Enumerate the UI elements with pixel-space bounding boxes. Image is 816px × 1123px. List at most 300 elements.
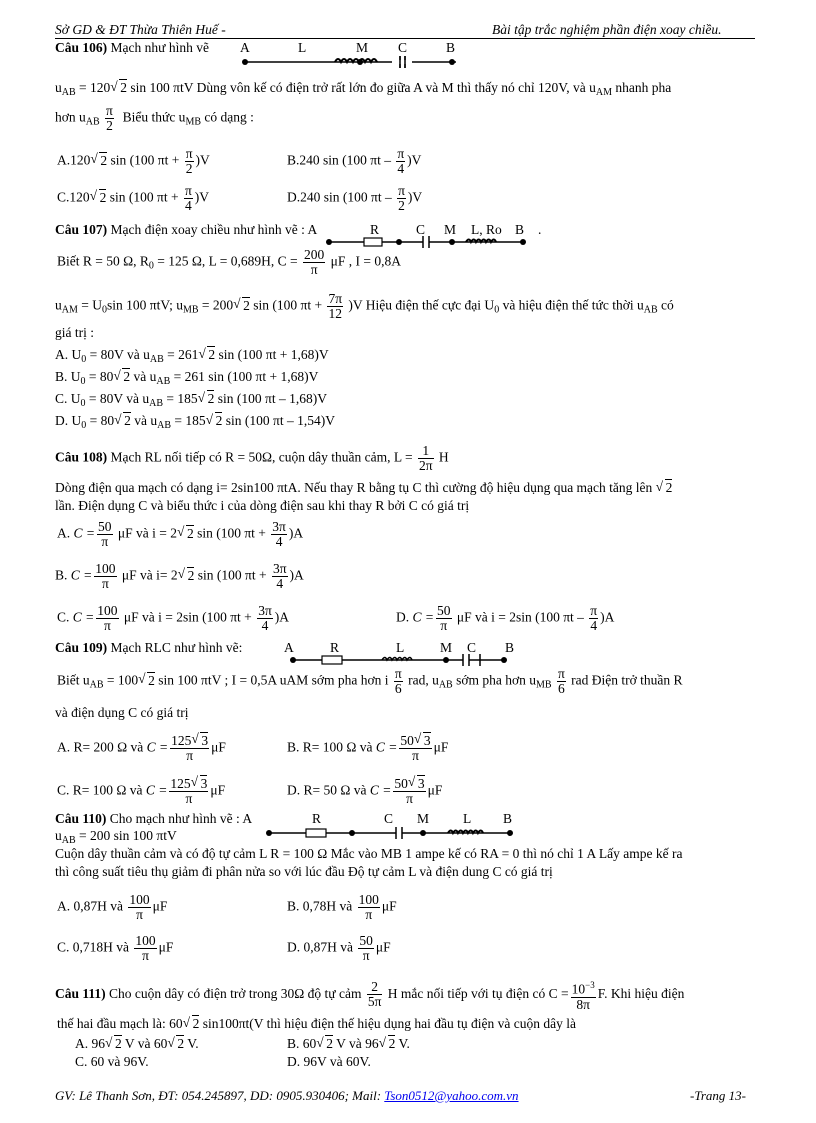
header-right: Bài tập trắc nghiệm phần điện xoay chiều. [492,22,722,37]
text: μF và i = 2sin (100 πt + [123,609,252,625]
q107-optC [55,391,327,412]
den: π [142,948,149,963]
q111-line2 [57,1016,576,1032]
q106-label: Câu 106) [55,40,108,55]
q110-label: Câu 110) [55,811,107,826]
q110-label-M: M [417,811,430,826]
q106-label-L: L [298,40,307,55]
sqrt-2: 2 √ [205,412,223,428]
q108-optA [57,520,303,549]
sub: AB [149,354,164,365]
q110-circuit-diagram [266,826,516,840]
radical-sign: √ [190,774,199,789]
q106-label-C: C [398,40,408,55]
q110-line1: Cuộn dây thuần cảm và có độ tự cảm L R = 100 Ω Mắc vào MB 1 ampe kế có RA = 0 thì nó chỉ 1 A Lấy ampe kế ra [55,846,683,861]
q111-label: Câu 111) [55,985,106,1001]
text: B. U [55,369,81,384]
frac [184,184,193,213]
q107-line: $u_{AM} = U_0\sin$ 100 πtV; $u_{MB} = 200$ 2 √ sin (100 πt + $\frac{7\pi}{12}$ )V Hiệu điện thế cực đại $U_0$ và hiệu điện thế tức thời $u_{AB}$ có [55,291,674,321]
num: 100 [129,892,150,907]
den: π [103,618,111,633]
frac [327,292,343,321]
sqrt-2: 2 √ [105,1035,122,1051]
text: = 80V và u [88,391,150,406]
radical-sign: √ [316,1035,324,1050]
q107-title [55,222,317,238]
num [399,731,431,749]
sqrt-2: 2 √ [233,295,250,313]
q106-circuit-diagram [240,55,460,69]
unit: μF [210,782,226,798]
radical-sign: √ [378,1035,387,1050]
text: sin 100 πtV ; I = 0,5A uAM sớm pha hơn i [158,672,389,688]
frac [128,893,150,922]
frac [589,604,598,633]
sub: AB [157,420,172,431]
q110-optA [57,893,167,922]
text: B. 60 [287,1036,317,1051]
sub: 0 [81,420,87,431]
frac [303,248,325,277]
text: C = [412,609,434,625]
text: )A [288,525,304,541]
num: π [398,183,405,198]
q108-line2: lần. Điện dụng C và biểu thức i của dòng điện sau khi thay R bởi C có giá trị [55,498,470,513]
q108-line1 [55,480,672,496]
num: π [590,603,598,618]
radical-sign: √ [89,187,98,203]
text: )A [289,567,304,583]
q109-optA [57,731,226,763]
den: π [136,907,143,922]
unit: μF [433,739,449,755]
q106-optA [57,147,210,176]
text: có dạng : [204,109,254,125]
text: μF , I = 0,8A [330,253,402,269]
q108-optD [396,604,614,633]
q107-line2: giá trị : [55,325,94,340]
text: hơn u [55,109,86,125]
text: sớm pha hơn u [456,672,537,688]
frac [358,893,380,922]
q107-label-B: B [515,222,525,237]
frac [170,731,209,763]
text: và hiệu điện thế tức thời u [502,297,644,313]
num: 7π [328,291,343,306]
text: C = [375,739,398,755]
text: )V [407,189,423,205]
text: V và 60 [124,1036,168,1051]
num: 50 [437,603,451,618]
text: sin (100 πt – 1,68)V [217,391,327,406]
q109-label: Câu 109) [55,640,108,655]
den: 2 [106,118,113,133]
text: F. Khi hiệu điện [597,985,685,1001]
den: 6 [394,681,402,696]
den: 4 [261,618,269,633]
n50: 50 [400,733,414,748]
sub: AB [89,679,104,691]
text: H [438,449,449,465]
radical-sign: √ [182,1015,191,1030]
text: = 261 [167,347,199,362]
sub: AB [438,679,453,691]
q110-label-R: R [312,811,322,826]
radical-sign: √ [176,523,185,539]
num: 200 [304,247,325,262]
text: = 100 [106,672,139,688]
sqrt-2: 2 √ [89,187,107,205]
text: )V [407,152,422,168]
frac [557,667,566,696]
text: Cho cuộn dây có điện trở trong 30Ω độ tự cảm [109,985,362,1001]
frac [399,731,431,763]
num: π [184,183,192,198]
den: π [412,748,419,763]
text: Biết R = 50 Ω, R [57,253,149,269]
num: 3π [272,561,287,576]
sub: 0 [494,304,500,316]
sqrt-2: 2 √ [90,150,108,168]
text: Cho mạch như hình vẽ : A [109,811,253,826]
num: 50 [359,933,373,948]
header-left: Sở GD & ĐT Thừa Thiên Huế - [55,22,226,37]
q106-title [55,40,209,56]
q109-line2: và điện dụng C có giá trị [55,705,189,720]
den: 4 [184,198,192,213]
frac [367,980,383,1009]
text: rad, u [408,672,439,688]
text: A.120 [57,152,91,168]
q111-line1 [55,978,684,1012]
text: C. U [55,391,81,406]
den: 4 [276,576,284,591]
sqrt-3: 3 √ [413,731,431,748]
sqrt-2: 2 √ [655,479,673,495]
radical-sign: √ [114,412,122,427]
q106-optB [287,147,421,176]
text: D. [396,609,410,625]
text: A. [57,525,71,541]
text: sin 100 πtV Dùng vôn kế có điện trở rất lớn đo giữa A và M thì thấy nó chỉ 120V, và u [130,80,596,95]
q111-optD: D. 96V và 60V. [287,1054,371,1069]
text: = 185 [166,391,198,406]
text: sin (100 πt + [197,567,267,583]
text: )V [194,189,210,205]
text: Mạch RLC như hình vẽ: [110,640,243,655]
den: π [365,907,373,922]
text: )A [274,609,290,625]
unit: μF [211,739,226,755]
q110-u: $u_{AB} = 200$ sin 100 πtV [55,828,177,846]
den: π [362,948,370,963]
sub: AB [85,116,100,128]
text: C. R= 100 Ω và [57,782,143,798]
q110-optC [57,934,173,963]
text: D. 0,87H và [287,939,353,955]
frac [436,604,452,633]
text: )V Hiệu điện thế cực đại U [348,297,495,313]
num: 100 [97,603,118,618]
q108-title [55,444,449,473]
text: H mắc nối tiếp với tụ điện có C = [387,985,569,1001]
radical-sign: √ [413,731,422,746]
text: C. [57,609,70,625]
num: π [106,103,113,118]
n125: 125 [170,776,191,791]
q107-optB [55,369,318,390]
text: μF và i= 2 [121,567,178,583]
q111-optA [75,1036,199,1052]
sqrt-3: 3 √ [407,774,425,791]
q106-line2 [55,104,254,133]
den: 4 [590,618,598,633]
den: π [101,534,109,549]
frac [169,774,208,806]
n125: 125 [171,733,192,748]
q109-label-A: A [284,640,294,655]
frac [394,667,403,696]
radical-sign: √ [167,1035,175,1050]
q106-label-B: B [446,40,456,55]
sub: 0 [102,304,107,316]
num: 2 [367,980,383,995]
sub: MB [182,304,199,316]
text: = 80V và u [89,347,150,362]
den: 6 [557,681,565,696]
sqrt-2: 2 √ [177,565,195,583]
text: C = [70,567,93,583]
text: B.240 sin (100 πt – [287,152,391,168]
text: D. R= 50 Ω và [287,782,367,798]
sqrt-2: 2 √ [316,1035,334,1051]
den: π [186,748,194,763]
den: π [440,618,448,633]
sqrt-2: 2 √ [198,346,216,362]
text: sin (100 πt + 1,68)V [218,347,329,362]
text: sin100πt(V thì hiệu điện thế hiệu dụng hai đầu tụ điện và cuộn dây là [202,1016,576,1031]
q108-label: Câu 108) [55,449,108,465]
radical-sign: √ [233,295,241,311]
q107-label-LRo: L, Ro [471,222,502,237]
text: A. 96 [75,1036,105,1051]
q107-label-R: R [370,222,380,237]
text: C = [369,782,392,798]
sub: 0 [80,376,86,387]
q109-optB [287,731,449,763]
text: thế hai đầu mạch là: 60 [57,1016,183,1031]
den: 2 [398,198,405,213]
text: C = [72,609,95,625]
text: B. 0,78H và [287,898,353,914]
sqrt-2: 2 √ [114,412,131,428]
frac [393,774,425,806]
text: = 80 [88,369,114,384]
den: π [406,791,413,806]
sqrt-2: 2 √ [138,670,155,688]
q110-label-C: C [384,811,394,826]
radical-sign: √ [198,346,206,361]
radical-sign: √ [205,412,214,427]
radical-sign: √ [105,1035,113,1050]
text: Biết u [57,672,90,688]
num: 100 [358,892,379,907]
q106-label-A: A [240,40,250,55]
q106-title-text: Mạch như hình vẽ [110,40,209,55]
num: 100 [135,933,156,948]
q107-dot: . [538,222,542,237]
q106-optD [287,184,422,213]
text: Dòng điện qua mạch có dạng i= 2sin100 πtA. Nếu thay R bằng tụ C thì cường độ hiệu dụng qua mạch tăng lên [55,480,653,495]
footer-email-link[interactable]: Tson0512@yahoo.com.vn [384,1088,519,1103]
text: C.120 [57,189,90,205]
sub: AB [643,304,658,316]
text: = 200 [201,297,234,313]
sub: AM [61,304,78,316]
text: C. 0,718H và [57,939,129,955]
frac [257,604,273,633]
frac [396,147,405,176]
den: 2 [185,161,193,176]
text: C = [146,739,169,755]
sqrt-3: 3 √ [190,774,208,791]
text: )V [195,152,210,168]
text: và u [133,369,157,384]
text: μF và i = 2 [117,525,177,541]
frac [418,444,434,473]
text: sin (100 πt + [253,297,323,313]
sub: 0 [80,398,86,409]
text: D. U [55,413,82,428]
frac [97,520,113,549]
q108-optB [55,562,304,591]
n50: 50 [394,776,408,791]
text: sin (100 πt – 1,54)V [225,413,335,428]
num: π [185,146,193,161]
q110-label-L: L [463,811,472,826]
den: 8π [576,996,590,1012]
q110-title [55,811,252,827]
frac [271,520,287,549]
den: π [185,791,193,806]
sqrt-2: 2 √ [167,1035,185,1051]
frac [571,978,596,1012]
sub: AB [156,376,171,387]
num [170,731,209,749]
frac [185,147,194,176]
q106-label-M: M [356,40,369,55]
frac [134,934,156,963]
q107-label: Câu 107) [55,222,108,237]
q107-label-M: M [444,222,457,237]
sqrt-2: 2 √ [110,79,128,95]
num: 100 [95,561,116,576]
text: sin 100 πtV; u [107,297,183,313]
text: sin (100 πt + [110,152,180,168]
num: 50 [98,519,112,534]
num: π [557,666,565,681]
exp: −3 [585,980,595,990]
unit: μF [381,898,397,914]
sub: AB [61,835,76,846]
radical-sign: √ [90,150,98,166]
sub: AB [61,87,76,98]
sqrt-2: 2 √ [113,368,131,384]
text: )A [600,609,615,625]
q109-optC [57,774,226,806]
den: 4 [275,534,283,549]
frac [105,104,114,133]
q109-circuit-diagram [290,653,512,667]
q109-label-L: L [396,640,405,655]
radical-sign: √ [655,479,664,494]
radical-sign: √ [407,774,416,789]
q109-title [55,640,242,656]
text: B. [55,567,68,583]
text: = 120 [79,80,111,95]
radical-sign: √ [191,731,199,746]
sub: AM [595,87,613,98]
text: có [661,297,674,313]
q107-given [57,248,401,277]
radical-sign: √ [110,79,118,94]
num [169,774,208,792]
unit: μF [158,939,174,955]
sqrt-2: 2 √ [182,1015,200,1031]
radical-sign: √ [177,565,186,581]
frac [397,184,406,213]
text: và u [134,413,158,428]
unit: μF [375,939,391,955]
page-number: -Trang 13- [690,1088,746,1103]
frac [358,934,374,963]
den: 4 [397,161,405,176]
sub: 0 [81,354,87,365]
q106-optC [57,184,209,213]
sub: AB [149,398,164,409]
num: 3π [272,519,286,534]
q109-label-M: M [440,640,453,655]
text: A. R= 200 Ω và [57,739,144,755]
frac [94,562,116,591]
ten: 10 [571,981,586,997]
sqrt-3: 3 √ [191,731,209,748]
den: 12 [328,306,342,321]
num [571,978,596,998]
unit: μF [427,782,443,798]
q107-optA [55,347,329,368]
num: 1 [418,444,434,459]
q107-label-C: C [416,222,426,237]
q109-label-R: R [330,640,340,655]
text: rad Điện trở thuần R [571,672,683,688]
page-footer [55,1088,519,1104]
text: = 185 [174,413,206,428]
q109-optD [287,774,443,806]
sqrt-2: 2 √ [378,1035,396,1051]
text: V. [187,1036,199,1051]
text: Mạch điện xoay chiều như hình vẽ : A [110,222,318,237]
text: = 80 [89,413,115,428]
text: = 200 sin 100 πtV [79,828,177,843]
text: C = [73,525,95,541]
q110-label-B: B [503,811,513,826]
unit: μF [152,898,168,914]
text: A. 0,87H và [57,898,123,914]
text: Mạch RL nối tiếp có R = 50Ω, cuộn dây thuần cảm, L = [110,449,413,465]
radical-sign: √ [197,390,206,405]
q109-given [57,667,683,696]
